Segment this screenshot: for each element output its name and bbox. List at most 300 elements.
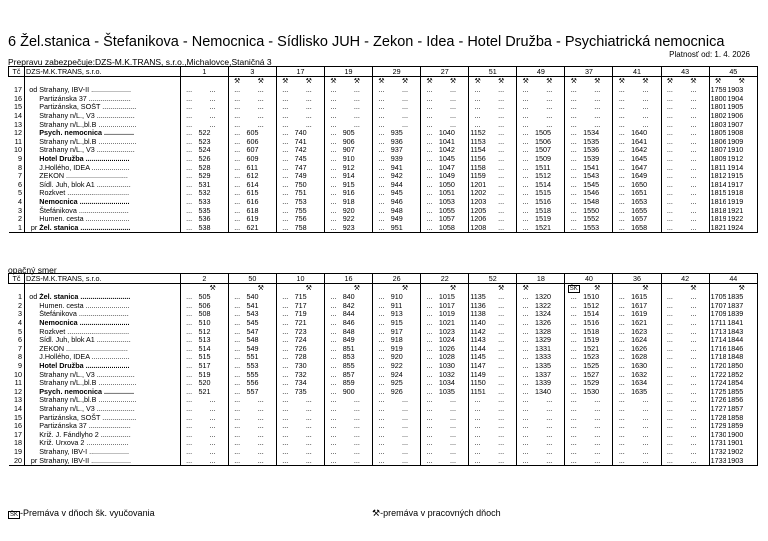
no-service: ... — [661, 155, 678, 164]
no-service: ... — [421, 370, 438, 379]
stop-number: 12 — [9, 388, 25, 397]
stop-name: J.Hollého, IDEA ................... — [39, 353, 130, 362]
no-service: ... — [613, 172, 630, 181]
trip-number: 36 — [613, 274, 661, 284]
departure-time: 618 — [246, 206, 259, 215]
no-service: ... — [517, 138, 534, 147]
stop-name: Strahany n/L., V3 ................... — [39, 111, 135, 121]
no-service: ... — [276, 405, 293, 414]
no-service: ... — [180, 388, 197, 397]
no-service: ... — [661, 336, 678, 345]
no-service: ... — [373, 353, 390, 362]
no-service: ... — [305, 421, 312, 431]
departure-time: 1713 — [710, 327, 727, 336]
no-service: ... — [661, 215, 678, 224]
no-service: ... — [276, 138, 293, 147]
no-service: ... — [276, 370, 293, 379]
no-service: ... — [498, 111, 505, 121]
no-service: ... — [498, 413, 505, 422]
no-service: ... — [373, 310, 390, 319]
no-service: ... — [613, 448, 630, 457]
no-service: ... — [661, 439, 678, 448]
no-service: ... — [642, 439, 649, 448]
table-row — [9, 413, 758, 422]
stop-number: 10 — [9, 370, 25, 379]
departure-time: 1707 — [710, 301, 727, 310]
departure-time: 607 — [246, 146, 259, 155]
no-service: ... — [517, 206, 534, 215]
no-service: ... — [373, 138, 390, 147]
no-service: ... — [421, 422, 438, 431]
stop-number: 18 — [9, 439, 25, 448]
departure-time: 1339 — [535, 378, 551, 388]
stop-marker — [25, 431, 39, 440]
no-service: ... — [498, 361, 505, 371]
trip-number: 19 — [325, 67, 373, 77]
departure-time: 945 — [390, 189, 403, 198]
departure-time: 1732 — [710, 447, 727, 456]
departure-time: 1548 — [583, 197, 600, 207]
no-service: ... — [353, 447, 360, 456]
departure-time: 1055 — [438, 206, 455, 215]
no-service: ... — [305, 103, 312, 112]
departure-time: 1322 — [535, 301, 551, 310]
departure-time: 1619 — [631, 310, 648, 319]
stop-number: 16 — [9, 95, 25, 104]
stop-name: Humen. cesta ...................... — [39, 301, 130, 310]
no-service: ... — [517, 439, 534, 448]
no-service: ... — [565, 302, 582, 311]
no-service: ... — [565, 181, 582, 190]
no-service: ... — [690, 120, 697, 129]
departure-time: 1805 — [710, 128, 727, 138]
departure-time: 948 — [390, 206, 403, 215]
no-service: ... — [276, 388, 293, 397]
no-service: ... — [228, 448, 245, 457]
departure-time: 1021 — [438, 318, 455, 328]
no-service: ... — [486, 456, 517, 465]
no-service: ... — [276, 95, 293, 104]
no-service: ... — [565, 422, 582, 431]
no-service: ... — [661, 206, 678, 215]
stop-number: 16 — [9, 422, 25, 431]
departure-time: 1812 — [710, 171, 727, 181]
departure-time: 1841 — [726, 319, 757, 328]
departure-time: 1806 — [710, 137, 727, 146]
no-service: ... — [276, 112, 293, 121]
departure-time: 717 — [294, 301, 307, 310]
stop-marker — [25, 146, 39, 155]
no-service: ... — [517, 120, 534, 129]
no-service: ... — [594, 439, 601, 448]
no-service: ... — [401, 413, 408, 422]
no-service: ... — [469, 95, 486, 104]
no-service: ... — [180, 112, 197, 121]
trip-number: 45 — [709, 67, 757, 77]
no-service: ... — [325, 422, 342, 431]
no-service: ... — [594, 413, 601, 422]
no-service: ... — [661, 129, 678, 138]
no-service: ... — [276, 206, 293, 215]
departure-time: 906 — [342, 137, 355, 146]
stop-name: Strahany n/L.,bl.B ................... — [39, 396, 137, 405]
workdays-hammer-icon: ⚒ — [257, 77, 264, 85]
stop-name: Žel. stanica ......................... — [38, 224, 180, 233]
departure-time: 911 — [390, 301, 403, 310]
no-service: ... — [565, 345, 582, 354]
departure-time: 609 — [246, 154, 259, 164]
no-service: ... — [325, 379, 342, 388]
workdays-hammer-icon: ⚒ — [642, 284, 649, 292]
departure-time: 920 — [390, 353, 403, 362]
no-service: ... — [197, 456, 228, 465]
departure-time: 1846 — [726, 345, 757, 354]
no-service: ... — [498, 206, 505, 215]
departure-time: 1552 — [583, 214, 600, 224]
no-service: ... — [180, 120, 197, 129]
no-service: ... — [228, 103, 245, 112]
departure-time: 857 — [342, 370, 355, 379]
departure-time: 1512 — [583, 301, 600, 310]
no-service: ... — [690, 293, 697, 302]
no-service: ... — [690, 103, 697, 112]
no-service: ... — [276, 456, 293, 465]
departure-time: 851 — [342, 344, 355, 353]
no-service: ... — [517, 224, 534, 233]
departure-time: 517 — [198, 361, 211, 371]
table-row — [9, 112, 758, 121]
no-service: ... — [276, 353, 293, 362]
no-service: ... — [613, 439, 630, 448]
no-service: ... — [305, 111, 312, 121]
no-service: ... — [613, 413, 630, 422]
no-service: ... — [276, 319, 293, 328]
stop-number: 7 — [9, 172, 25, 181]
departure-time: 508 — [198, 310, 211, 319]
departure-time: 1709 — [710, 310, 727, 319]
no-service: ... — [421, 163, 438, 172]
workdays-hammer-icon: ⚒ — [373, 77, 390, 87]
no-service: ... — [257, 94, 264, 103]
departure-time: 616 — [246, 197, 259, 207]
no-service: ... — [517, 293, 534, 302]
workdays-hammer-icon: ⚒ — [353, 284, 361, 292]
no-service: ... — [353, 430, 360, 439]
stop-name: Rozkvet ............................... — [39, 189, 130, 198]
departure-time: 1045 — [438, 154, 455, 164]
table-row — [9, 336, 758, 345]
departure-time: 512 — [198, 327, 211, 336]
no-service: ... — [517, 353, 534, 362]
no-service: ... — [661, 362, 678, 371]
no-service: ... — [469, 86, 486, 95]
no-service: ... — [534, 456, 565, 465]
no-service: ... — [565, 388, 582, 397]
no-service: ... — [325, 345, 342, 354]
no-service: ... — [661, 379, 678, 388]
no-service: ... — [180, 422, 197, 431]
departure-time: 1015 — [438, 293, 455, 302]
stop-marker — [25, 172, 39, 181]
departure-time: 1151 — [470, 387, 486, 396]
no-service: ... — [498, 344, 505, 353]
stop-marker — [25, 319, 39, 328]
no-service: ... — [228, 456, 245, 465]
departure-time: 918 — [342, 197, 355, 207]
trip-number: 26 — [373, 274, 421, 284]
no-service: ... — [180, 181, 197, 190]
no-service: ... — [469, 422, 486, 431]
no-service: ... — [180, 456, 197, 465]
departure-time: 1917 — [726, 181, 757, 190]
no-service: ... — [613, 345, 630, 354]
stop-name: J.Hollého, IDEA ................... — [39, 163, 130, 172]
no-service: ... — [325, 302, 342, 311]
departure-time: 1509 — [535, 154, 551, 164]
no-service: ... — [305, 86, 312, 95]
departure-time: 533 — [198, 197, 211, 207]
departure-time: 723 — [294, 327, 307, 336]
no-service: ... — [276, 129, 293, 138]
no-service: ... — [498, 318, 505, 328]
no-service: ... — [546, 120, 553, 129]
departure-time: 1514 — [535, 180, 551, 189]
no-service: ... — [180, 448, 197, 457]
departure-time: 1803 — [710, 120, 727, 129]
no-service: ... — [180, 327, 197, 336]
stop-marker — [25, 181, 39, 190]
no-service: ... — [469, 456, 486, 465]
no-service: ... — [565, 353, 582, 362]
no-service: ... — [546, 396, 553, 405]
no-service: ... — [678, 224, 709, 233]
no-service: ... — [294, 456, 325, 465]
departure-time: 1657 — [631, 214, 648, 224]
no-service: ... — [276, 439, 293, 448]
no-service: ... — [690, 86, 697, 95]
departure-time: 910 — [342, 154, 355, 164]
no-service: ... — [565, 224, 582, 233]
table-row — [9, 396, 758, 405]
no-service: ... — [690, 111, 697, 121]
stop-marker — [25, 198, 39, 207]
departure-time: 1514 — [583, 310, 600, 319]
no-service: ... — [613, 456, 630, 465]
no-service: ... — [565, 172, 582, 181]
no-service: ... — [373, 396, 390, 405]
departure-time: 1914 — [726, 163, 757, 172]
opposite-direction-label: opačný smer — [8, 265, 57, 275]
no-service: ... — [276, 396, 293, 405]
stop-marker — [25, 448, 39, 457]
no-service: ... — [305, 413, 312, 422]
departure-time: 523 — [198, 137, 211, 146]
no-service: ... — [690, 197, 697, 207]
stop-name: Partizánska, SOŠT ................. — [39, 413, 137, 422]
no-service: ... — [421, 86, 438, 95]
no-service: ... — [498, 439, 505, 448]
no-service: ... — [401, 421, 408, 431]
no-service: ... — [228, 388, 245, 397]
stop-name: Križ. Urxova 2 ..................... — [39, 439, 129, 448]
no-service: ... — [228, 189, 245, 198]
departure-time: 1816 — [710, 197, 727, 207]
departure-time: 1722 — [710, 370, 727, 379]
no-service: ... — [421, 302, 438, 311]
departure-time: 1621 — [631, 318, 648, 328]
no-service: ... — [373, 103, 390, 112]
no-service: ... — [325, 370, 342, 379]
no-service: ... — [373, 379, 390, 388]
departure-time: 846 — [342, 318, 355, 328]
departure-time: 1024 — [438, 335, 455, 345]
departure-time: 751 — [294, 189, 307, 198]
departure-time: 1049 — [438, 171, 455, 181]
departure-time: 1136 — [470, 301, 486, 310]
no-service: ... — [325, 319, 342, 328]
no-service: ... — [498, 137, 505, 146]
stop-number: 3 — [9, 206, 25, 215]
no-service: ... — [613, 112, 630, 121]
no-service: ... — [498, 335, 505, 345]
no-service: ... — [690, 180, 697, 189]
workdays-hammer-icon: ⚒ — [594, 77, 601, 85]
table-row — [9, 103, 758, 112]
no-service: ... — [421, 388, 438, 397]
departure-time: 907 — [342, 146, 355, 155]
no-service: ... — [373, 86, 390, 95]
no-service: ... — [373, 448, 390, 457]
departure-time: 905 — [342, 128, 355, 138]
no-service: ... — [498, 154, 505, 164]
departure-time: 1811 — [710, 163, 727, 172]
trip-number: 52 — [469, 274, 517, 284]
workdays-hammer-icon: ⚒ — [372, 508, 381, 518]
no-service: ... — [373, 215, 390, 224]
stop-number: 17 — [9, 86, 25, 95]
trip-number: 10 — [276, 274, 324, 284]
stop-marker — [25, 129, 39, 138]
no-service: ... — [180, 103, 197, 112]
no-service: ... — [565, 379, 582, 388]
no-service: ... — [421, 293, 438, 302]
no-service: ... — [228, 215, 245, 224]
departure-time: 924 — [390, 370, 403, 379]
no-service: ... — [498, 171, 505, 181]
no-service: ... — [613, 146, 630, 155]
stop-name: Nemocnica ......................... — [39, 197, 130, 207]
no-service: ... — [209, 439, 216, 448]
stop-marker — [25, 396, 39, 405]
departure-time: 1329 — [535, 335, 551, 345]
table-row — [9, 345, 758, 354]
no-service: ... — [690, 447, 697, 456]
no-service: ... — [325, 155, 342, 164]
no-service: ... — [450, 396, 457, 405]
departure-time: 1516 — [583, 318, 600, 328]
stop-number: 14 — [9, 405, 25, 414]
tc-header: Tč — [9, 67, 25, 77]
workdays-hammer-icon: ⚒ — [690, 77, 697, 85]
trip-number: 18 — [517, 274, 565, 284]
no-service: ... — [373, 95, 390, 104]
stop-name: Strahany n/L., V3 ................... — [39, 404, 135, 414]
no-service: ... — [228, 405, 245, 414]
stop-name: Štefánikova ......................... — [39, 310, 129, 319]
departure-time: 913 — [390, 310, 403, 319]
no-service: ... — [401, 120, 408, 129]
no-service: ... — [228, 86, 245, 95]
no-service: ... — [421, 379, 438, 388]
departure-time: 611 — [246, 163, 258, 172]
no-service: ... — [325, 172, 342, 181]
no-service: ... — [276, 345, 293, 354]
workdays-hammer-icon: ⚒ — [276, 77, 293, 87]
departure-time: 536 — [198, 214, 211, 224]
departure-time: 1017 — [438, 301, 455, 310]
no-service: ... — [325, 310, 342, 319]
table-row — [9, 206, 758, 215]
no-service: ... — [228, 112, 245, 121]
no-service: ... — [421, 215, 438, 224]
departure-time: 1546 — [583, 189, 600, 198]
footer-workdays-note — [372, 508, 501, 519]
departure-time: 506 — [198, 301, 211, 310]
departure-time: 1728 — [710, 413, 727, 422]
stop-number: 2 — [9, 302, 25, 311]
trip-number: 29 — [373, 67, 421, 77]
departure-time: 519 — [198, 370, 211, 379]
departure-time: 540 — [246, 293, 259, 302]
departure-time: 1640 — [631, 128, 648, 138]
no-service: ... — [642, 421, 649, 431]
departure-time: 721 — [294, 318, 307, 328]
no-service: ... — [228, 327, 245, 336]
no-service: ... — [517, 95, 534, 104]
no-service: ... — [498, 310, 505, 319]
departure-time: 1658 — [630, 224, 661, 233]
no-service: ... — [421, 172, 438, 181]
stop-number: 9 — [9, 155, 25, 164]
no-service: ... — [565, 448, 582, 457]
no-service: ... — [594, 94, 601, 103]
no-service: ... — [373, 146, 390, 155]
departure-time: 612 — [246, 171, 259, 181]
departure-time: 1331 — [535, 344, 551, 353]
departure-time: 1635 — [631, 387, 648, 396]
departure-time: 522 — [198, 128, 211, 138]
trip-number: 41 — [613, 67, 661, 77]
no-service: ... — [228, 362, 245, 371]
departure-time: 1138 — [470, 310, 486, 319]
no-service: ... — [613, 103, 630, 112]
departure-time: 543 — [246, 310, 259, 319]
departure-time: 1839 — [726, 310, 757, 319]
stop-number: 11 — [9, 379, 25, 388]
no-service: ... — [565, 146, 582, 155]
no-service: ... — [517, 396, 534, 405]
departure-time: 1857 — [726, 405, 757, 414]
table-row — [9, 388, 758, 397]
no-service: ... — [228, 293, 245, 302]
departure-time: 1906 — [726, 112, 757, 121]
no-service: ... — [565, 439, 582, 448]
departure-time: 1835 — [726, 293, 757, 302]
no-service: ... — [421, 439, 438, 448]
no-service: ... — [613, 302, 630, 311]
no-service: ... — [373, 120, 390, 129]
departure-time: 1924 — [726, 224, 757, 233]
